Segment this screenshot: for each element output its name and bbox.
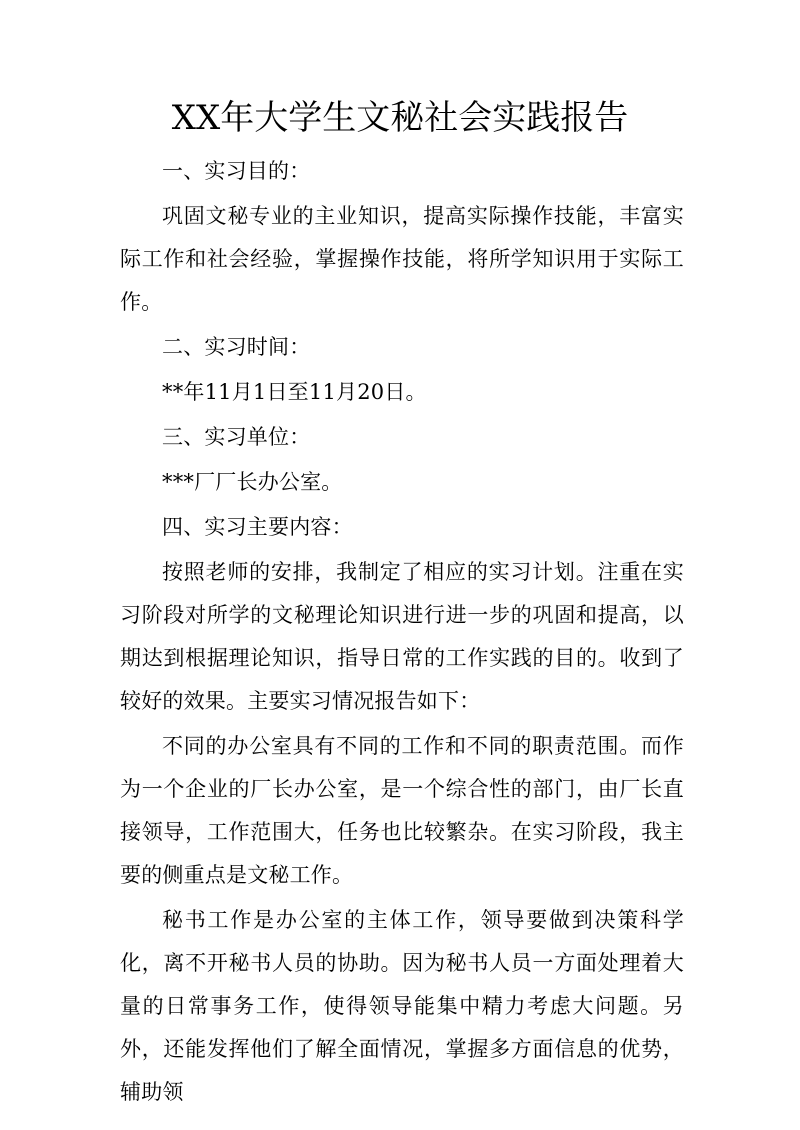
section-heading-time: 二、实习时间： <box>162 335 311 359</box>
purpose-paragraph: 巩固文秘专业的主业知识，提高实际操作技能，丰富实际工作和社会经验，掌握操作技能，将所学知识用于实际工作。 <box>120 204 684 314</box>
time-paragraph: **年11月1日至11月20日。 <box>162 380 427 404</box>
document-body <box>120 150 684 1114</box>
section-heading-unit: 三、实习单位： <box>162 425 311 449</box>
document-title: XX年大学生文秘社会实践报告 <box>171 98 629 138</box>
section-heading-content: 四、实习主要内容： <box>162 515 353 539</box>
unit-paragraph: ***厂厂长办公室。 <box>162 470 343 494</box>
content-paragraph-3: 秘书工作是办公室的主体工作，领导要做到决策科学化，离不开秘书人员的协助。因为秘书人员一方面处理着大量的日常事务工作，使得领导能集中精力考虑大问题。另外，还能发挥他们了解全面情况，掌握多方面信息的优势，辅助领 <box>120 908 684 1104</box>
section-heading-purpose: 一、实习目的： <box>162 159 311 183</box>
content-paragraph-1: 按照老师的安排，我制定了相应的实习计划。注重在实习阶段对所学的文秘理论知识进行进一步的巩固和提高，以期达到根据理论知识，指导日常的工作实践的目的。收到了较好的效果。主要实习情况报告如下： <box>120 560 684 713</box>
content-paragraph-2: 不同的办公室具有不同的工作和不同的职责范围。而作为一个企业的厂长办公室，是一个综合性的部门，由厂长直接领导，工作范围大，任务也比较繁杂。在实习阶段，我主要的侧重点是文秘工作。 <box>120 734 684 887</box>
